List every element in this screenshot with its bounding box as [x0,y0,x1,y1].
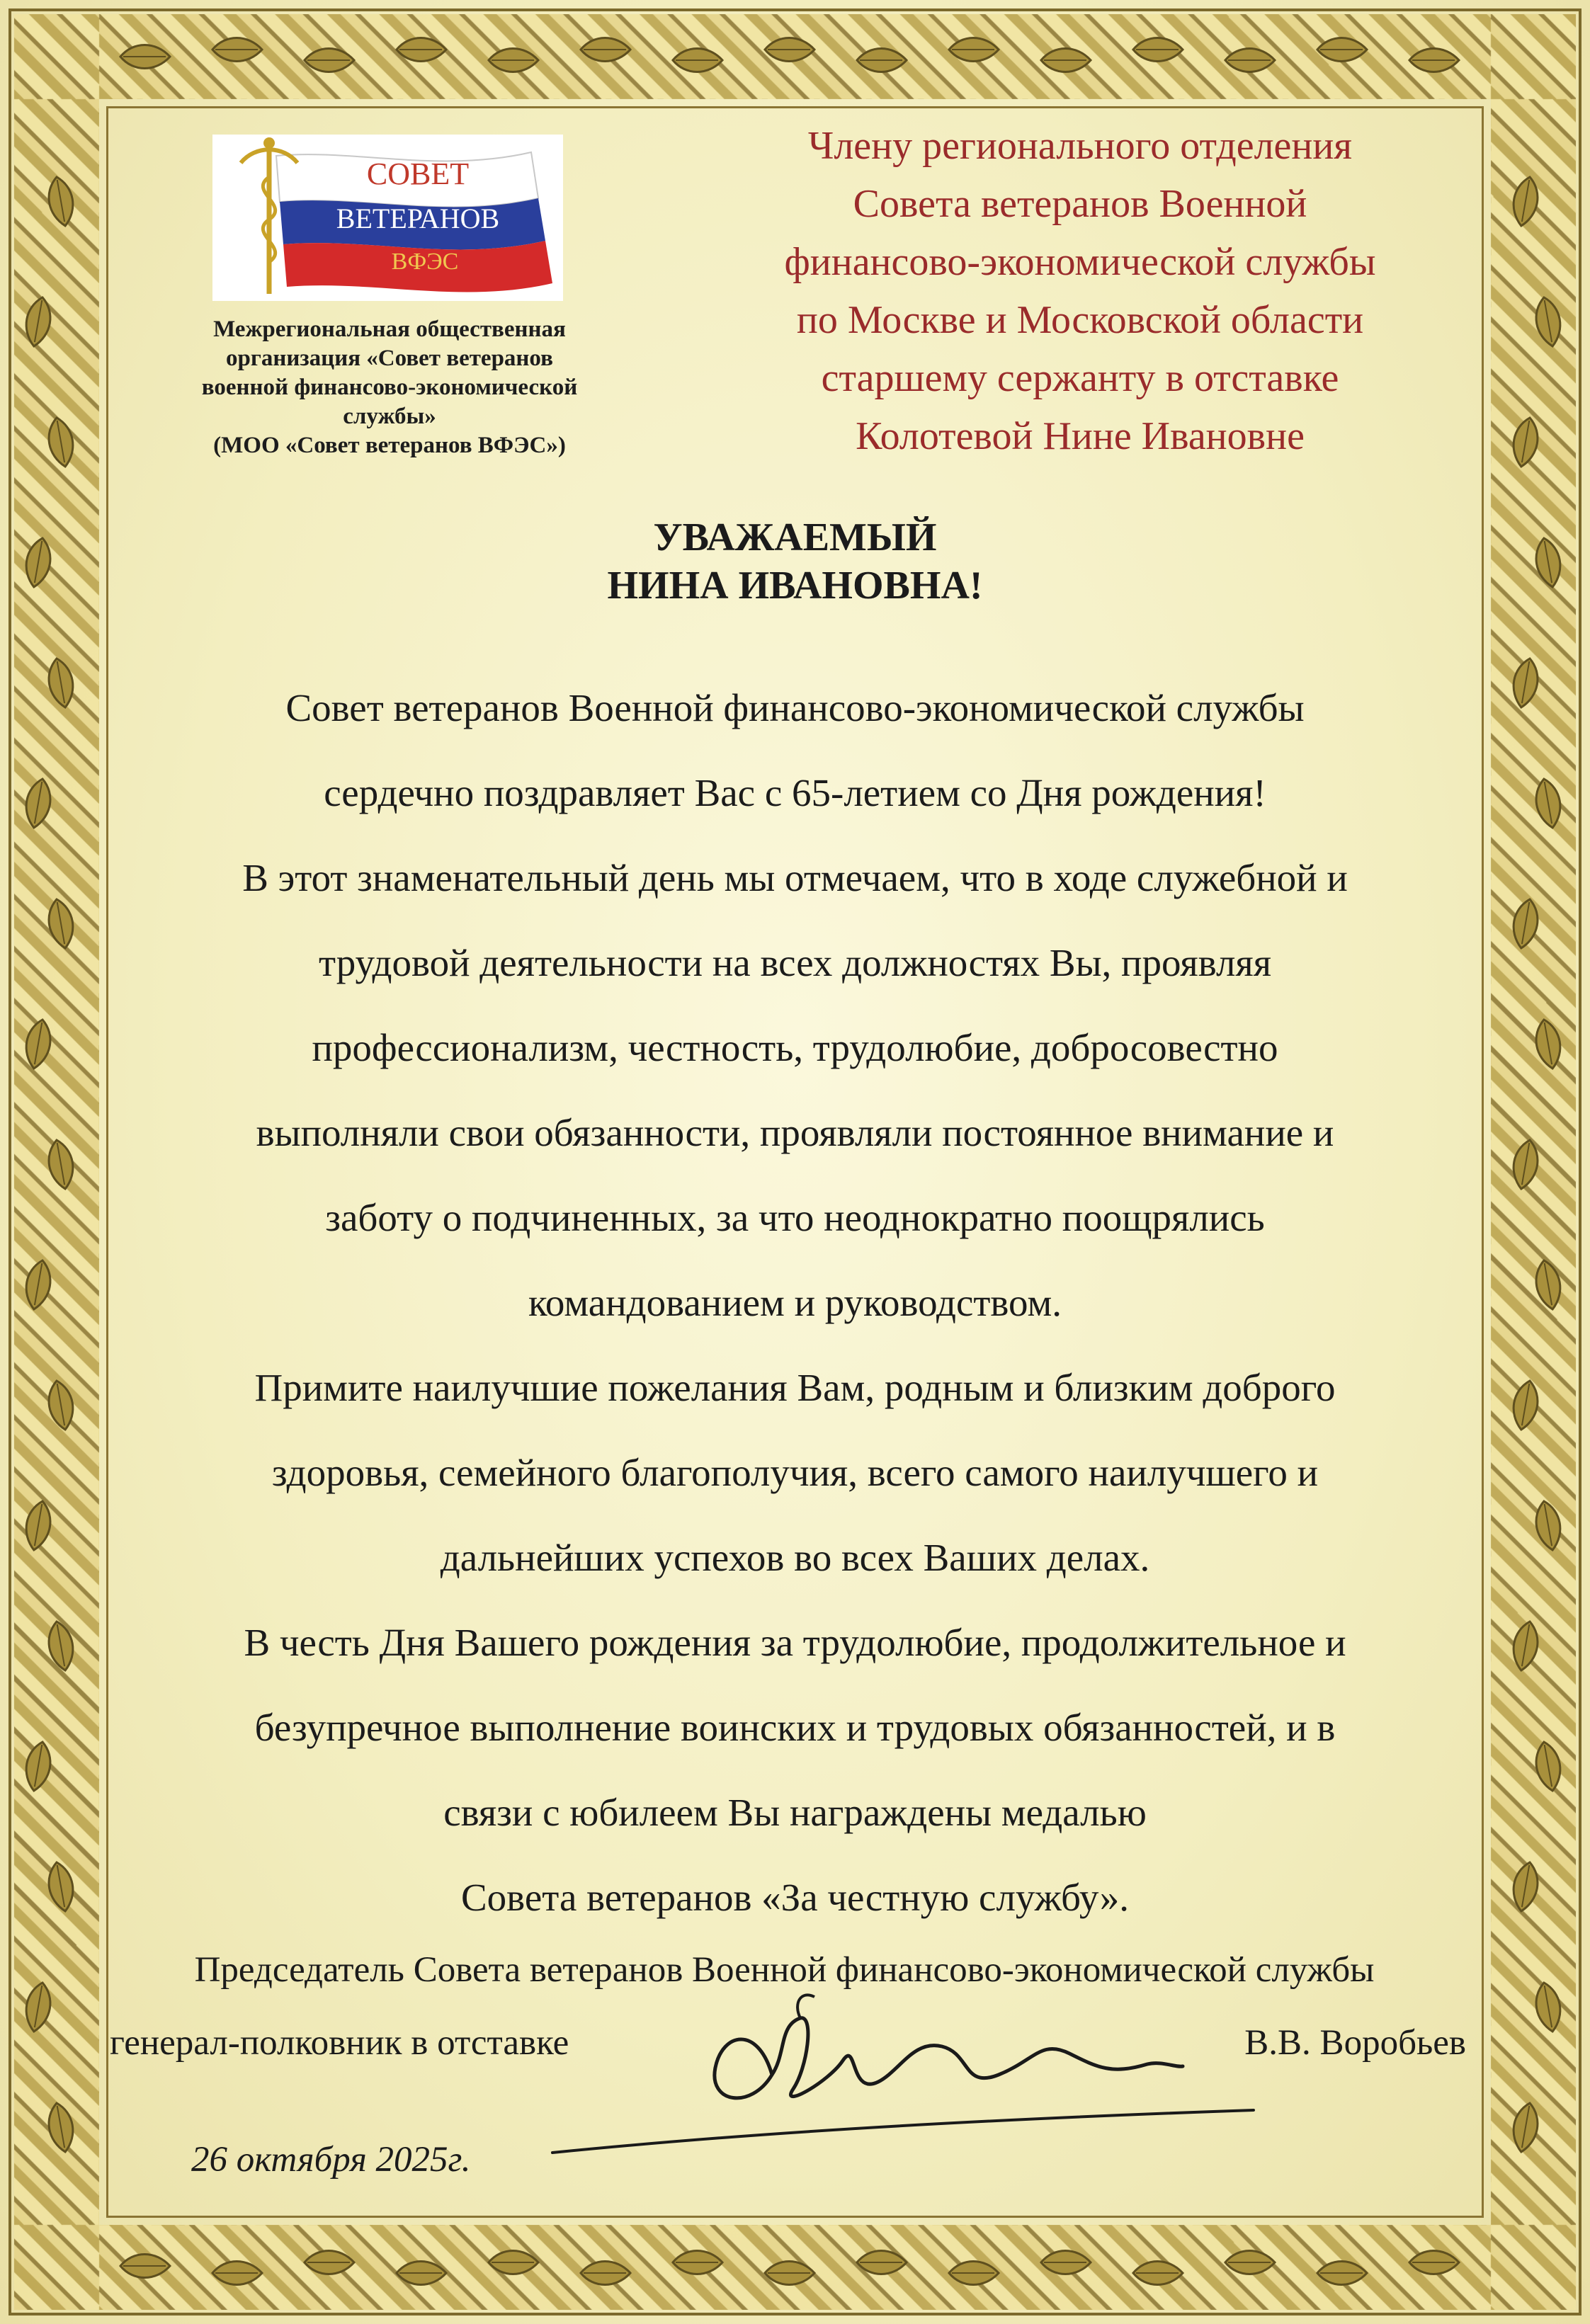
org-line: организация «Совет ветеранов [226,346,553,371]
logo-text-veteranov: ВЕТЕРАНОВ [336,203,500,234]
org-line: (МОО «Совет ветеранов ВФЭС») [213,433,566,458]
body-line: В этот знаменательный день мы отмечаем, что в ходе служебной и [242,856,1348,899]
greeting-line-1: УВАЖАЕМЫЙ [653,516,937,559]
recipient-line: Члену регионального отделения [807,124,1353,168]
body-line: заботу о подчиненных, за что неоднократно поощрялись [325,1196,1265,1239]
recipient-line: финансово-экономической службы [784,240,1376,284]
signatory-title: Председатель Совета ветеранов Военной финансово-экономической службы [194,1950,1375,1990]
body-line: Совета ветеранов «За честную службу». [461,1876,1129,1919]
body-line: дальнейших успехов во всех Ваших делах. [440,1536,1150,1579]
handwritten-signature [545,1976,1282,2174]
body-line: безупречное выполнение воинских и трудовых обязанностей, и в [254,1706,1336,1749]
signatory-name: В.В. Воробьев [1244,2023,1466,2063]
signatory-rank: генерал-полковник в отставке [110,2023,569,2063]
body-line: В честь Дня Вашего рождения за трудолюбие, продолжительное и [244,1621,1346,1664]
logo-text-vfes: ВФЭС [391,249,459,275]
body-line: командованием и руководством. [528,1281,1062,1324]
body-line: связи с юбилеем Вы награждены медалью [443,1791,1147,1834]
organization-name [142,315,637,460]
body-line: профессионализм, честность, трудолюбие, добросовестно [312,1026,1278,1069]
body-line: Совет ветеранов Военной финансово-экономической службы [285,686,1305,729]
document-date: 26 октября 2025г. [191,2140,471,2180]
org-line: службы» [343,404,436,429]
recipient-line: старшему сержанту в отставке [821,356,1339,400]
body-line: здоровья, семейного благополучия, всего самого наилучшего и [271,1451,1319,1494]
recipient-line: по Москве и Московской области [796,298,1364,342]
recipient-line: Совета ветеранов Военной [853,182,1307,226]
recipient-line: Колотевой Нине Ивановне [856,414,1305,458]
organization-logo [212,135,563,301]
logo-text-sovet: СОВЕТ [366,156,470,191]
greeting-heading [283,513,1307,610]
body-line: сердечно поздравляет Вас с 65-летием со Дня рождения! [324,771,1266,814]
congratulation-text [99,666,1491,1940]
org-line: военной финансово-экономической [201,375,578,400]
body-line: трудовой деятельности на всех должностях Вы, проявляя [318,941,1272,984]
org-line: Межрегиональная общественная [213,317,566,342]
body-line: Примите наилучшие пожелания Вам, родным и близким доброго [254,1366,1336,1409]
recipient-address [637,117,1523,465]
greeting-line-2: НИНА ИВАНОВНА! [607,564,983,608]
body-line: выполняли свои обязанности, проявляли постоянное внимание и [256,1111,1334,1154]
